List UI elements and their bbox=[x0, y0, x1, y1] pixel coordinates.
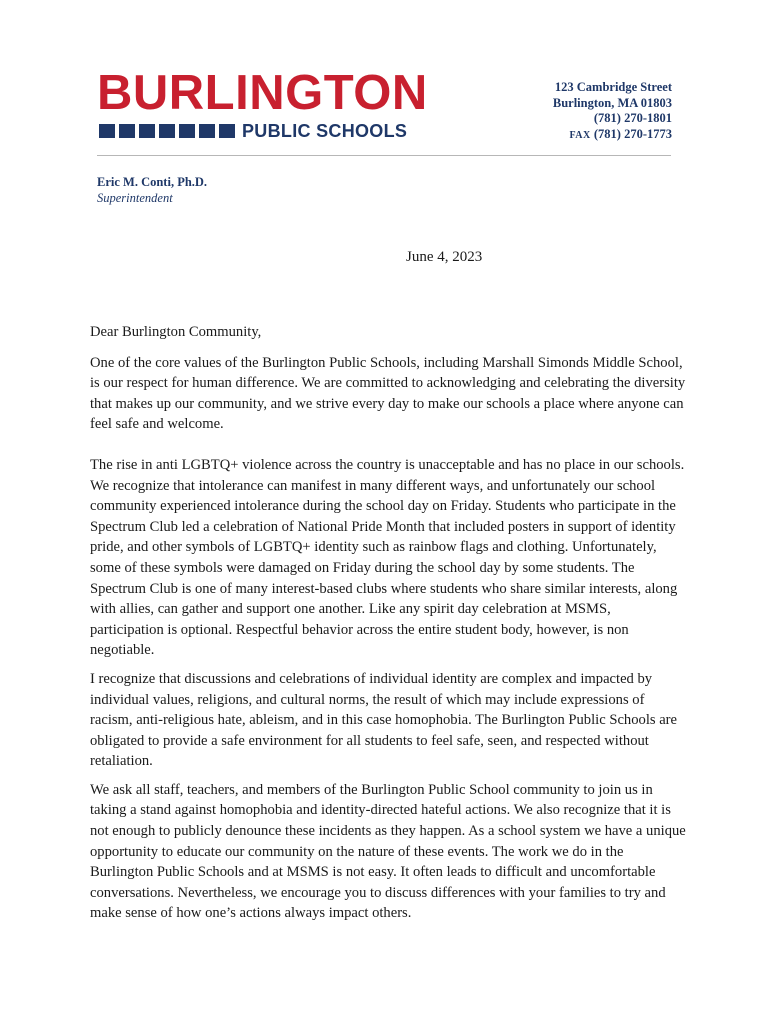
address-city: Burlington, MA 01803 bbox=[552, 95, 672, 110]
logo-square-7 bbox=[219, 124, 235, 138]
logo-square-4 bbox=[159, 124, 175, 138]
letter-body bbox=[90, 322, 688, 932]
logo-square-6 bbox=[199, 124, 215, 138]
paragraph-2: The rise in anti LGBTQ+ violence across the country is unacceptable and has no place in our schools. We recognize that intolerance can manifest in many different ways, and unfortunately our school community experienced intolerance during the school day on Friday. Students who participate in the Spectrum Club led a celebration of National Pride Month that included posters in support of identity pride, and other symbols of LGBTQ+ identity such as rainbow flags and clothing. Unfortunately, some of these symbols were damaged on Friday during the school day by some students. The Spectrum Club is one of many interest-based clubs where students who share similar interests, along with allies, can gather and support one another. Like any spirit day celebration at MSMS, participation is optional. Respectful behavior across the entire student body, however, is non negotiable. bbox=[90, 456, 685, 659]
paragraph-1: One of the core values of the Burlington Public Schools, including Marshall Simonds Middle School, is our respect for human difference. We are committed to acknowledging and celebrating the diversity that makes up our community, and we strive every day to make our schools a place where anyone can feel safe and welcome. bbox=[90, 354, 686, 433]
logo-square-3 bbox=[139, 124, 155, 138]
fax-number: (781) 270-1773 bbox=[593, 126, 672, 141]
district-logo-title: BURLINGTON bbox=[97, 66, 428, 120]
logo-square-5 bbox=[179, 124, 195, 138]
salutation: Dear Burlington Community, bbox=[90, 324, 262, 340]
letter-date: June 4, 2023 bbox=[406, 249, 483, 265]
header-divider bbox=[97, 155, 671, 156]
address-street: 123 Cambridge Street bbox=[554, 80, 672, 94]
sender-title: Superintendent bbox=[97, 191, 173, 205]
paragraph-4: We ask all staff, teachers, and members of the Burlington Public School community to join us in taking a stand against homophobia and identity-directed hateful actions. We also recognize that it is not enough to publicly denounce these incidents as they happen. As a school system we have a unique opportunity to educate our community on the nature of these events. The work we do in the Burlington Public Schools and at MSMS is not easy. It often leads to difficult and uncomfortable conversations. Nevertheless, we encourage you to discuss differences with your families to try and make sense of how one’s actions always impact others. bbox=[90, 781, 686, 922]
sender-name: Eric M. Conti, Ph.D. bbox=[97, 175, 208, 189]
logo-square-2 bbox=[119, 124, 135, 138]
district-logo-bar bbox=[99, 122, 407, 140]
fax-line bbox=[553, 127, 672, 144]
logo-square-1 bbox=[99, 124, 115, 138]
district-logo-subtitle: PUBLIC SCHOOLS bbox=[242, 120, 408, 141]
phone-number: (781) 270-1801 bbox=[593, 111, 672, 125]
sender-block bbox=[97, 174, 207, 206]
contact-block bbox=[553, 80, 672, 143]
fax-label: FAX bbox=[569, 129, 591, 141]
paragraph-3: I recognize that discussions and celebrations of individual identity are complex and impacted by individual values, religions, and cultural norms, the result of which may include expressions of racism, anti-religious hate, ableism, and in this case homophobia. The Burlington Public Schools are obligated to provide a safe environment for all students to feel safe, seen, and respected without retaliation. bbox=[90, 670, 678, 770]
